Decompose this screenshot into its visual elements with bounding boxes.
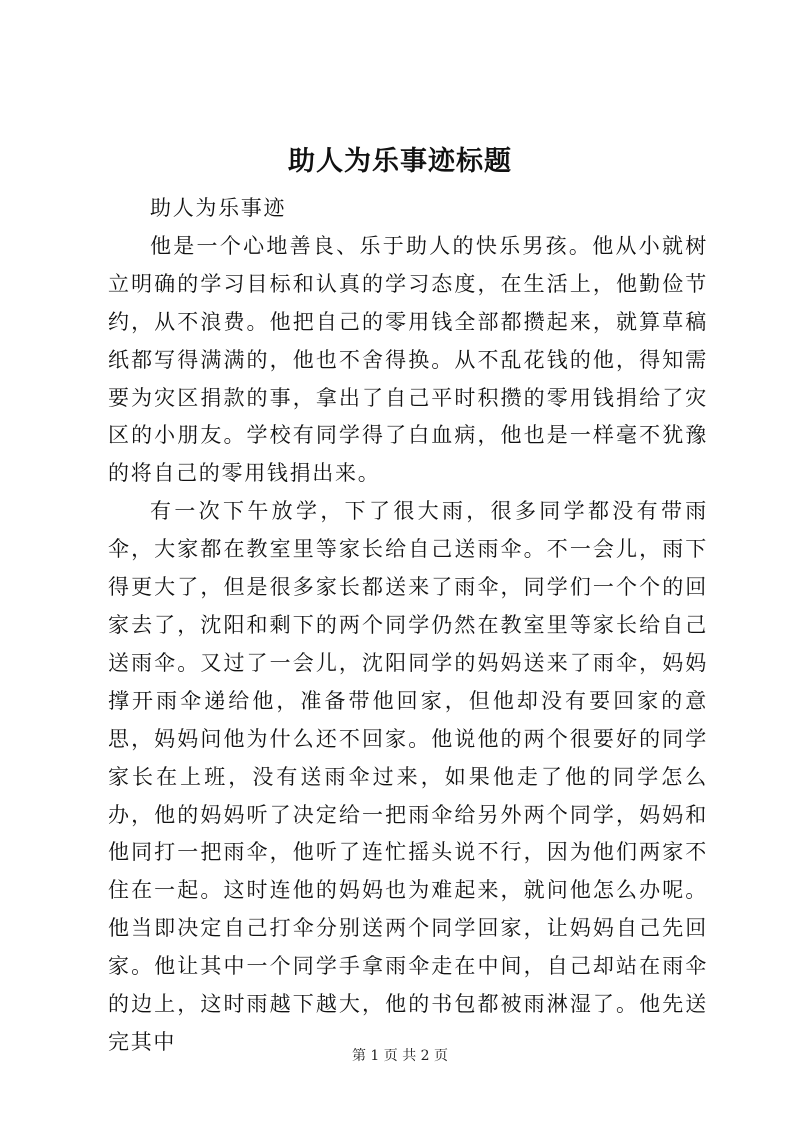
page-footer: 第 1 页 共 2 页 bbox=[351, 1048, 449, 1064]
subtitle-paragraph: 助人为乐事迹 bbox=[150, 196, 287, 220]
body-paragraph: 他是一个心地善良、乐于助人的快乐男孩。他从小就树立明确的学习目标和认真的学习态度，在生活上，他勤俭节约，从不浪费。他把自己的零用钱全部都攒起来，就算草稿纸都写得满满的，他也不舍得换。从不乱花钱的他，得知需要为灾区捐款的事，拿出了自己平时积攒的零用钱捐给了灾区的小朋友。学校有同学得了白血病，他也是一样毫不犹豫的将自己的零用钱捐出来。 bbox=[108, 233, 708, 486]
page-title: 助人为乐事迹标题 bbox=[288, 146, 512, 177]
body-paragraph: 有一次下午放学，下了很大雨，很多同学都没有带雨伞，大家都在教室里等家长给自己送雨伞。不一会儿，雨下得更大了，但是很多家长都送来了雨伞，同学们一个个的回家去了，沈阳和剩下的两个同学仍然在教室里等家长给自己送雨伞。又过了一会儿，沈阳同学的妈妈送来了雨伞，妈妈撑开雨伞递给他，准备带他回家，但他却没有要回家的意思，妈妈问他为什么还不回家。他说他的两个很要好的同学家长在上班，没有送雨伞过来，如果他走了他的同学怎么办，他的妈妈听了决定给一把雨伞给另外两个同学，妈妈和他同打一把雨伞，他听了连忙摇头说不行，因为他们两家不住在一起。这时连他的妈妈也为难起来，就问他怎么办呢。他当即决定自己打伞分别送两个同学回家，让妈妈自己先回家。他让其中一个同学手拿雨伞走在中间，自己却站在雨伞的边上，这时雨越下越大，他的书包都被雨淋湿了。他先送完其中 bbox=[108, 499, 708, 1054]
document-body bbox=[108, 190, 708, 1062]
